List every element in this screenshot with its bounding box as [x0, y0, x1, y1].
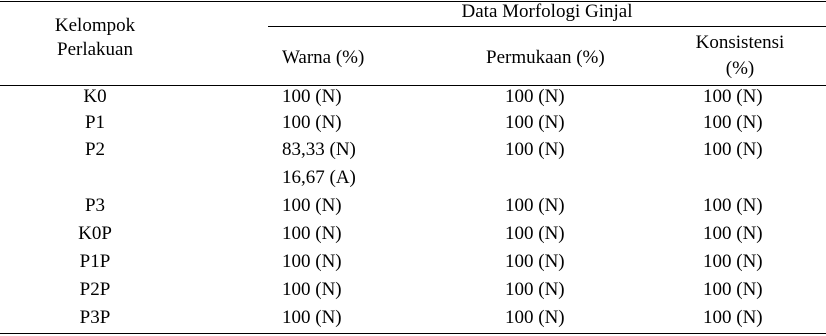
- permukaan-cell: 100 (N): [505, 139, 565, 160]
- konsistensi-header-line2: (%): [725, 58, 755, 79]
- warna-cell: 100 (N): [282, 195, 342, 216]
- permukaan-cell: 100 (N): [505, 223, 565, 244]
- warna-cell-line2: 16,67 (A): [282, 167, 356, 188]
- warna-cell: 83,33 (N): [282, 139, 356, 160]
- group-header-line1: Kelompok: [54, 15, 136, 36]
- konsistensi-header-line1: Konsistensi: [695, 32, 785, 53]
- konsistensi-cell: 100 (N): [703, 251, 763, 272]
- warna-cell: 100 (N): [282, 279, 342, 300]
- konsistensi-cell: 100 (N): [703, 139, 763, 160]
- group-cell: K0P: [78, 223, 112, 244]
- group-cell: P1: [84, 112, 106, 133]
- warna-cell: 100 (N): [282, 223, 342, 244]
- group-header-line2: Perlakuan: [57, 39, 133, 60]
- group-cell: P2: [84, 139, 106, 160]
- konsistensi-cell: 100 (N): [703, 279, 763, 300]
- permukaan-cell: 100 (N): [505, 307, 565, 328]
- group-cell: K0: [83, 86, 107, 107]
- spanner-rule: [268, 26, 826, 27]
- spanner-header: Data Morfologi Ginjal: [461, 1, 633, 22]
- warna-cell: 100 (N): [282, 112, 342, 133]
- warna-cell: 100 (N): [282, 307, 342, 328]
- konsistensi-cell: 100 (N): [703, 307, 763, 328]
- warna-header: Warna (%): [282, 47, 365, 68]
- group-cell: P3P: [79, 307, 111, 328]
- permukaan-cell: 100 (N): [505, 195, 565, 216]
- warna-cell: 100 (N): [282, 86, 342, 107]
- permukaan-cell: 100 (N): [505, 86, 565, 107]
- bottom-rule: [0, 333, 826, 334]
- permukaan-cell: 100 (N): [505, 251, 565, 272]
- permukaan-cell: 100 (N): [505, 279, 565, 300]
- group-cell: P3: [84, 195, 106, 216]
- warna-cell: 100 (N): [282, 251, 342, 272]
- konsistensi-cell: 100 (N): [703, 195, 763, 216]
- group-cell: P2P: [79, 279, 111, 300]
- permukaan-cell: 100 (N): [505, 112, 565, 133]
- konsistensi-cell: 100 (N): [703, 223, 763, 244]
- permukaan-header: Permukaan (%): [486, 47, 605, 68]
- konsistensi-cell: 100 (N): [703, 112, 763, 133]
- group-cell: P1P: [79, 251, 111, 272]
- konsistensi-cell: 100 (N): [703, 86, 763, 107]
